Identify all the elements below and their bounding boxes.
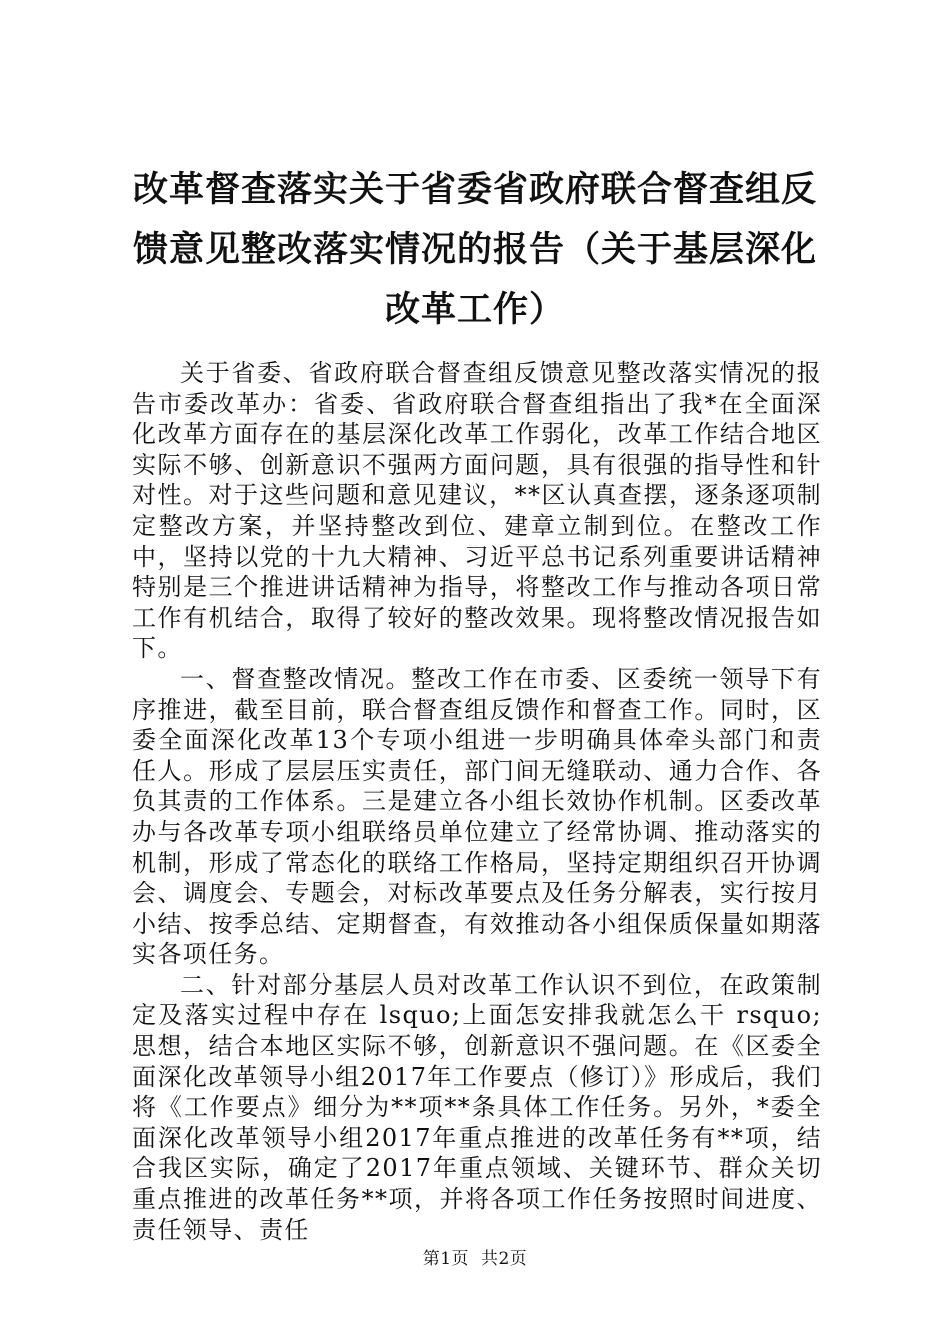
paragraph-intro: 关于省委、省政府联合督查组反馈意见整改落实情况的报告市委改革办：省委、省政府联合督查组指出了我*在全面深化改革方面存在的基层深化改革工作弱化，改革工作结合地区实际不够、创新意识不强两方面问题，具有很强的指导性和针对性。对于这些问题和意见建议，**区认真查摆，逐条逐项制定整改方案，并坚持整改到位、建章立制到位。在整改工作中，坚持以党的十九大精神、习近平总书记系列重要讲话精神特别是三个推进讲话精神为指导，将整改工作与推动各项日常工作有机结合，取得了较好的整改效果。现将整改情况报告如下。 bbox=[132, 359, 822, 663]
document-title: 改革督查落实关于省委省政府联合督查组反馈意见整改落实情况的报告（关于基层深化改革工作） bbox=[132, 170, 817, 330]
document-body bbox=[132, 358, 822, 1245]
page-footer: 第1页 共2页 bbox=[422, 1249, 528, 1269]
paragraph-section-1: 一、督查整改情况。整改工作在市委、区委统一领导下有序推进，截至目前，联合督查组反馈作和督查工作。同时，区委全面深化改革13个专项小组进一步明确具体牵头部门和责任人。形成了层层压实责任，部门间无缝联动、通力合作、各负其责的工作体系。三是建立各小组长效协作机制。区委改革办与各改革专项小组联络员单位建立了经常协调、推动落实的机制，形成了常态化的联络工作格局，坚持定期组织召开协调会、调度会、专题会，对标改革要点及任务分解表，实行按月小结、按季总结、定期督查，有效推动各小组保质保量如期落实各项任务。 bbox=[132, 664, 822, 969]
paragraph-section-2: 二、针对部分基层人员对改革工作认识不到位，在政策制定及落实过程中存在 lsquo;上面怎安排我就怎么干 rsquo;思想，结合本地区实际不够，创新意识不强问题。在《区委全面深化改革领导小组2017年工作要点（修订）》形成后，我们将《工作要点》细分为**项**条具体工作任务。另外，*委全面深化改革领导小组2017年重点推进的改革任务有**项，结合我区实际，确定了2017年重点领域、关键环节、群众关切重点推进的改革任务**项，并将各项工作任务按照时间进度、责任领导、责任 bbox=[132, 970, 822, 1244]
